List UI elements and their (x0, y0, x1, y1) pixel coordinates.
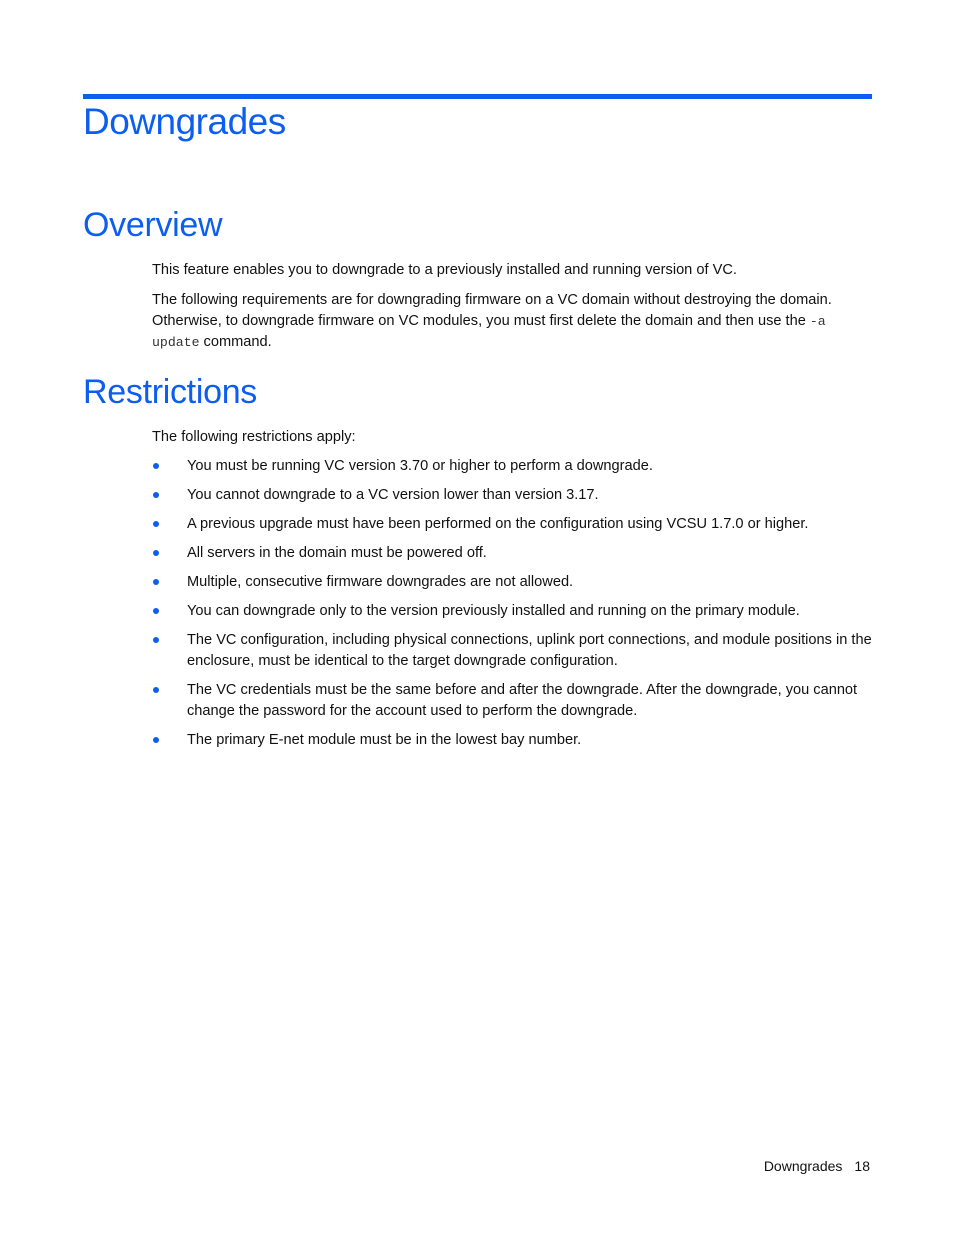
chapter-title: Downgrades (83, 101, 286, 142)
list-item-text: All servers in the domain must be powered off. (187, 545, 487, 561)
list-item-text: The primary E-net module must be in the lowest bay number. (187, 732, 582, 748)
bullet-icon (153, 637, 159, 643)
list-item (152, 514, 874, 535)
page-footer (764, 1158, 870, 1174)
chapter-rule (83, 94, 872, 99)
list-item (152, 680, 874, 722)
list-item-text: The VC credentials must be the same before and after the downgrade. After the downgrade, you cannot change the password for the account used to perform the downgrade. (187, 682, 858, 719)
bullet-icon (153, 521, 159, 527)
page-number: 18 (854, 1158, 870, 1174)
overview-heading: Overview (83, 206, 223, 244)
overview-paragraph-2-tail: command. (199, 334, 272, 350)
list-item-text: A previous upgrade must have been performed on the configuration using VCSU 1.7.0 or higher. (187, 516, 809, 532)
list-item-text: You can downgrade only to the version previously installed and running on the primary module. (187, 603, 800, 619)
command-code: -a update (152, 314, 826, 350)
bullet-icon (153, 463, 159, 469)
bullet-icon (153, 579, 159, 585)
overview-paragraph-2-line-1: The following requirements are for downgrading firmware on a VC domain without destroying the domain. (152, 292, 832, 308)
list-item (152, 456, 874, 477)
list-item-text: The VC configuration, including physical connections, uplink port connections, and module positions in the enclosure, must be identical to the target downgrade configuration. (187, 632, 872, 669)
bullet-icon (153, 737, 159, 743)
list-item (152, 630, 874, 672)
overview-paragraph-2 (152, 290, 874, 353)
list-item-text: You cannot downgrade to a VC version lower than version 3.17. (187, 487, 599, 503)
bullet-icon (153, 608, 159, 614)
bullet-icon (153, 550, 159, 556)
restrictions-heading: Restrictions (83, 373, 258, 411)
list-item (152, 601, 874, 622)
restrictions-list (152, 456, 874, 759)
list-item (152, 730, 874, 751)
list-item-text: You must be running VC version 3.70 or higher to perform a downgrade. (187, 458, 653, 474)
overview-paragraph-1: This feature enables you to downgrade to a previously installed and running version of VC. (152, 262, 737, 278)
footer-section-title: Downgrades (763, 1158, 843, 1174)
list-item (152, 572, 874, 593)
list-item-text: Multiple, consecutive firmware downgrades are not allowed. (187, 574, 574, 590)
list-item (152, 485, 874, 506)
list-item (152, 543, 874, 564)
overview-paragraph-2-text: Otherwise, to downgrade firmware on VC modules, you must first delete the domain and then use the (152, 313, 810, 329)
restrictions-intro: The following restrictions apply: (152, 429, 356, 445)
bullet-icon (153, 492, 159, 498)
bullet-icon (153, 687, 159, 693)
